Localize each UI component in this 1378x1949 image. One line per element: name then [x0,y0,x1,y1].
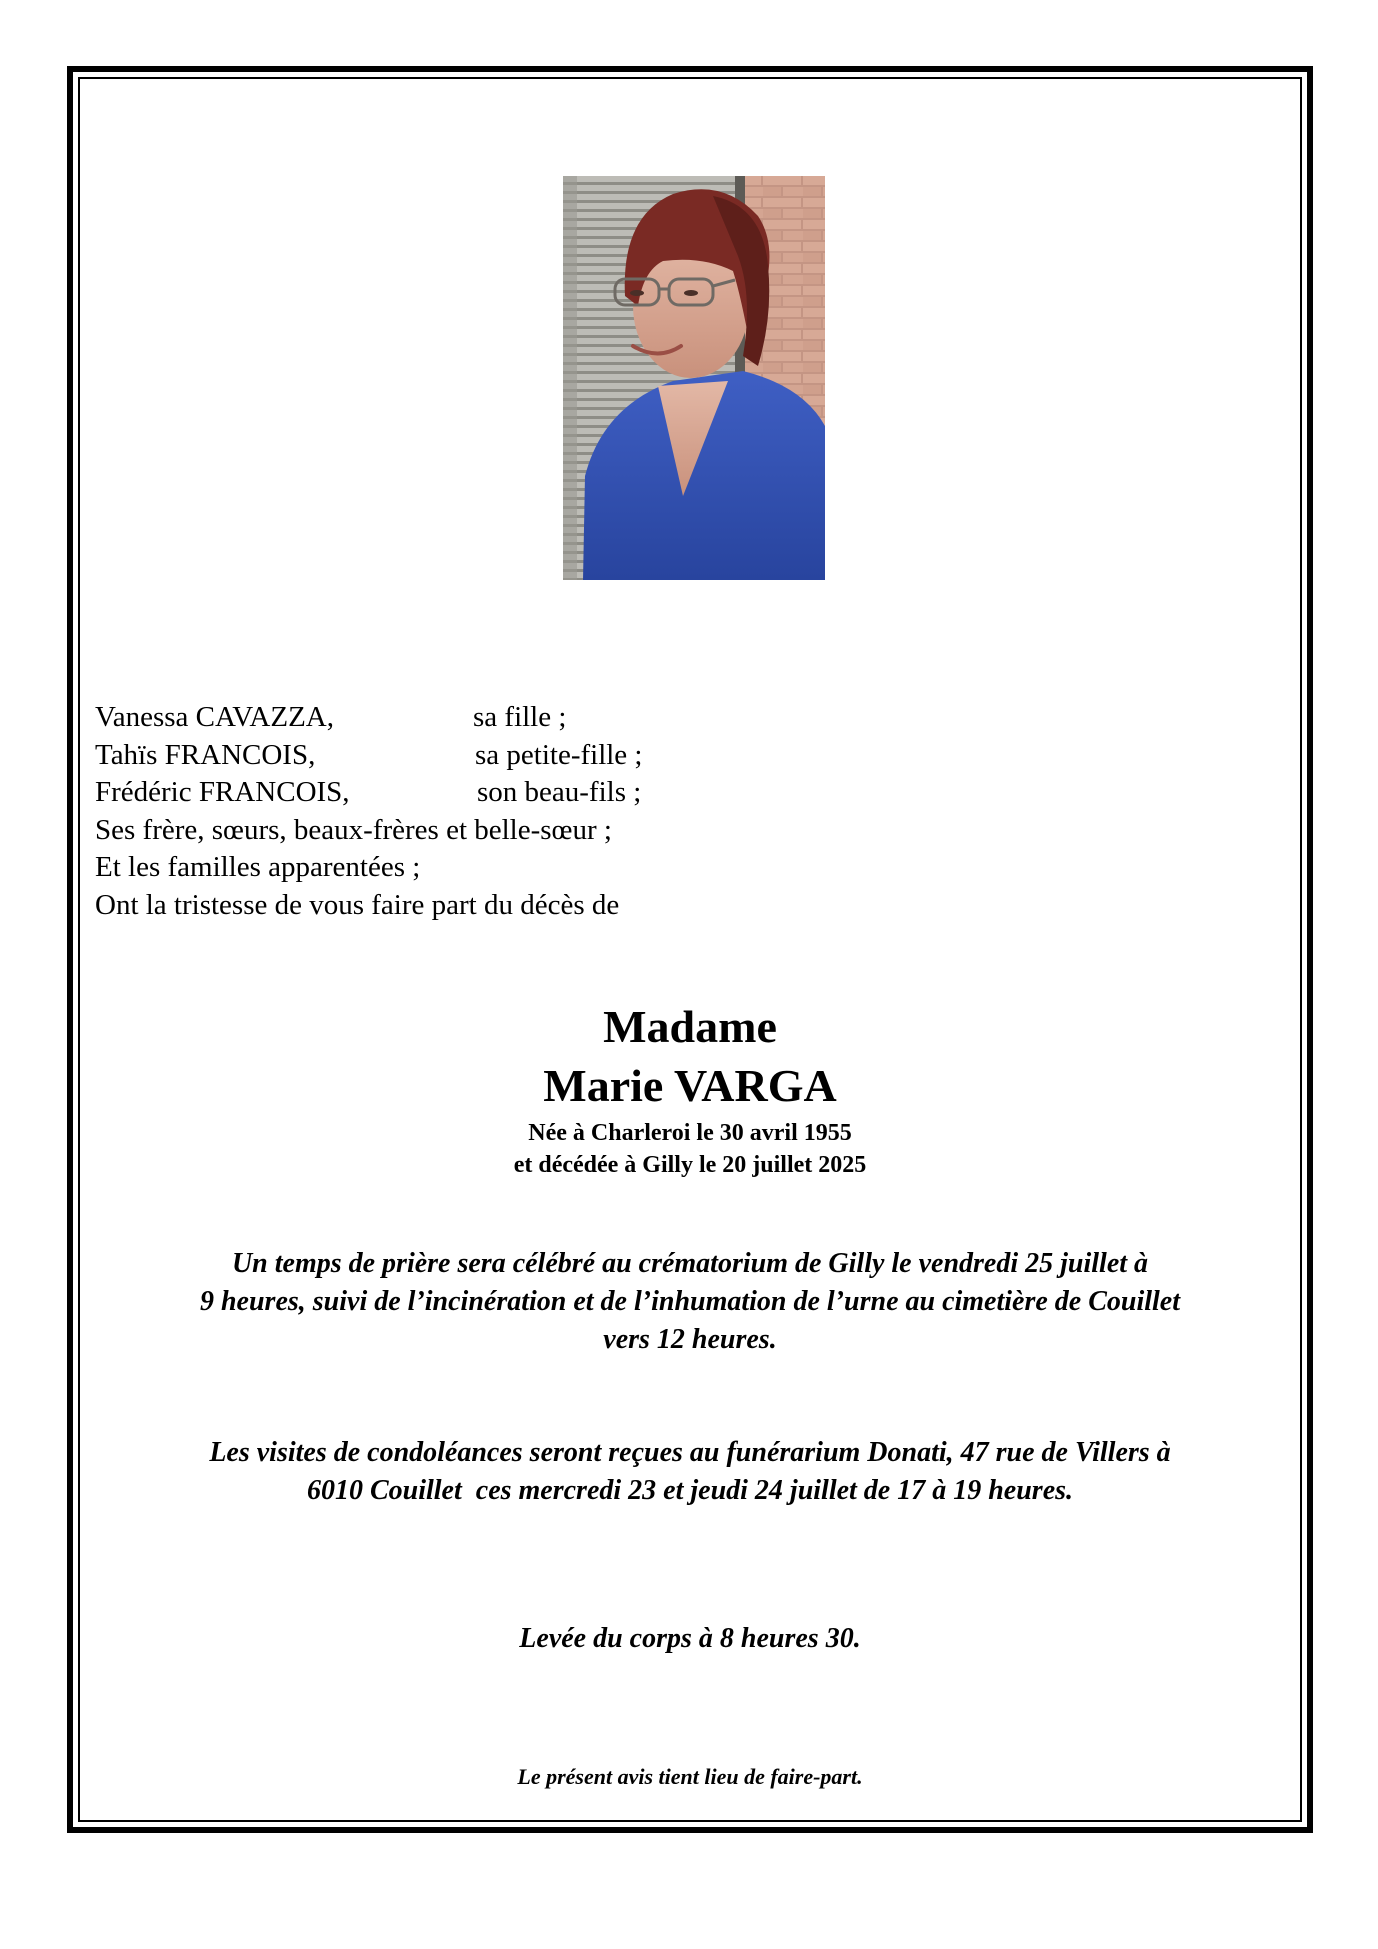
family-relation: son beau-fils ; [477,776,642,808]
family-member-name: Tahïs FRANCOIS, [95,738,316,771]
levee-du-corps: Levée du corps à 8 heures 30. [519,1623,861,1654]
condolence-visits [80,1434,1300,1510]
family-member-name: Frédéric FRANCOIS, [95,776,350,808]
birth-info: Née à Charleroi le 30 avril 1955 [528,1120,852,1146]
prayer-announcement [80,1245,1300,1359]
family-line: Ont la tristesse de vous faire part du décès de [95,888,620,921]
family-list [95,699,643,924]
family-row [95,699,619,737]
prayer-line: Un temps de prière sera célébré au crématorium de Gilly le vendredi 25 juillet à [231,1248,1149,1279]
family-line: Ses frère, sœurs, beaux-frères et belle-sœur ; [95,813,612,846]
family-relation: sa petite-fille ; [475,738,643,771]
visit-line: 6010 Couillet ces mercredi 23 et jeudi 24 juillet de 17 à 19 heures. [306,1475,1074,1506]
family-line: Et les familles apparentées ; [95,851,421,883]
portrait-photo [563,176,825,580]
notice-footer: Le présent avis tient lieu de faire-part. [517,1764,863,1789]
family-row [95,737,643,775]
visit-line: Les visites de condoléances seront reçues au funérarium Donati, 47 rue de Villers à [209,1437,1171,1468]
family-member-name: Vanessa CAVAZZA, [95,701,334,733]
family-relation: sa fille ; [473,701,567,733]
deceased-title: Madame [603,1001,777,1052]
prayer-line: vers 12 heures. [603,1324,777,1355]
deceased-name: Marie VARGA [543,1060,837,1111]
death-info: et décédée à Gilly le 20 juillet 2025 [513,1152,867,1178]
prayer-line: 9 heures, suivi de l’incinération et de l’inhumation de l’urne au cimetière de Couillet [199,1286,1181,1317]
family-row [95,774,642,812]
